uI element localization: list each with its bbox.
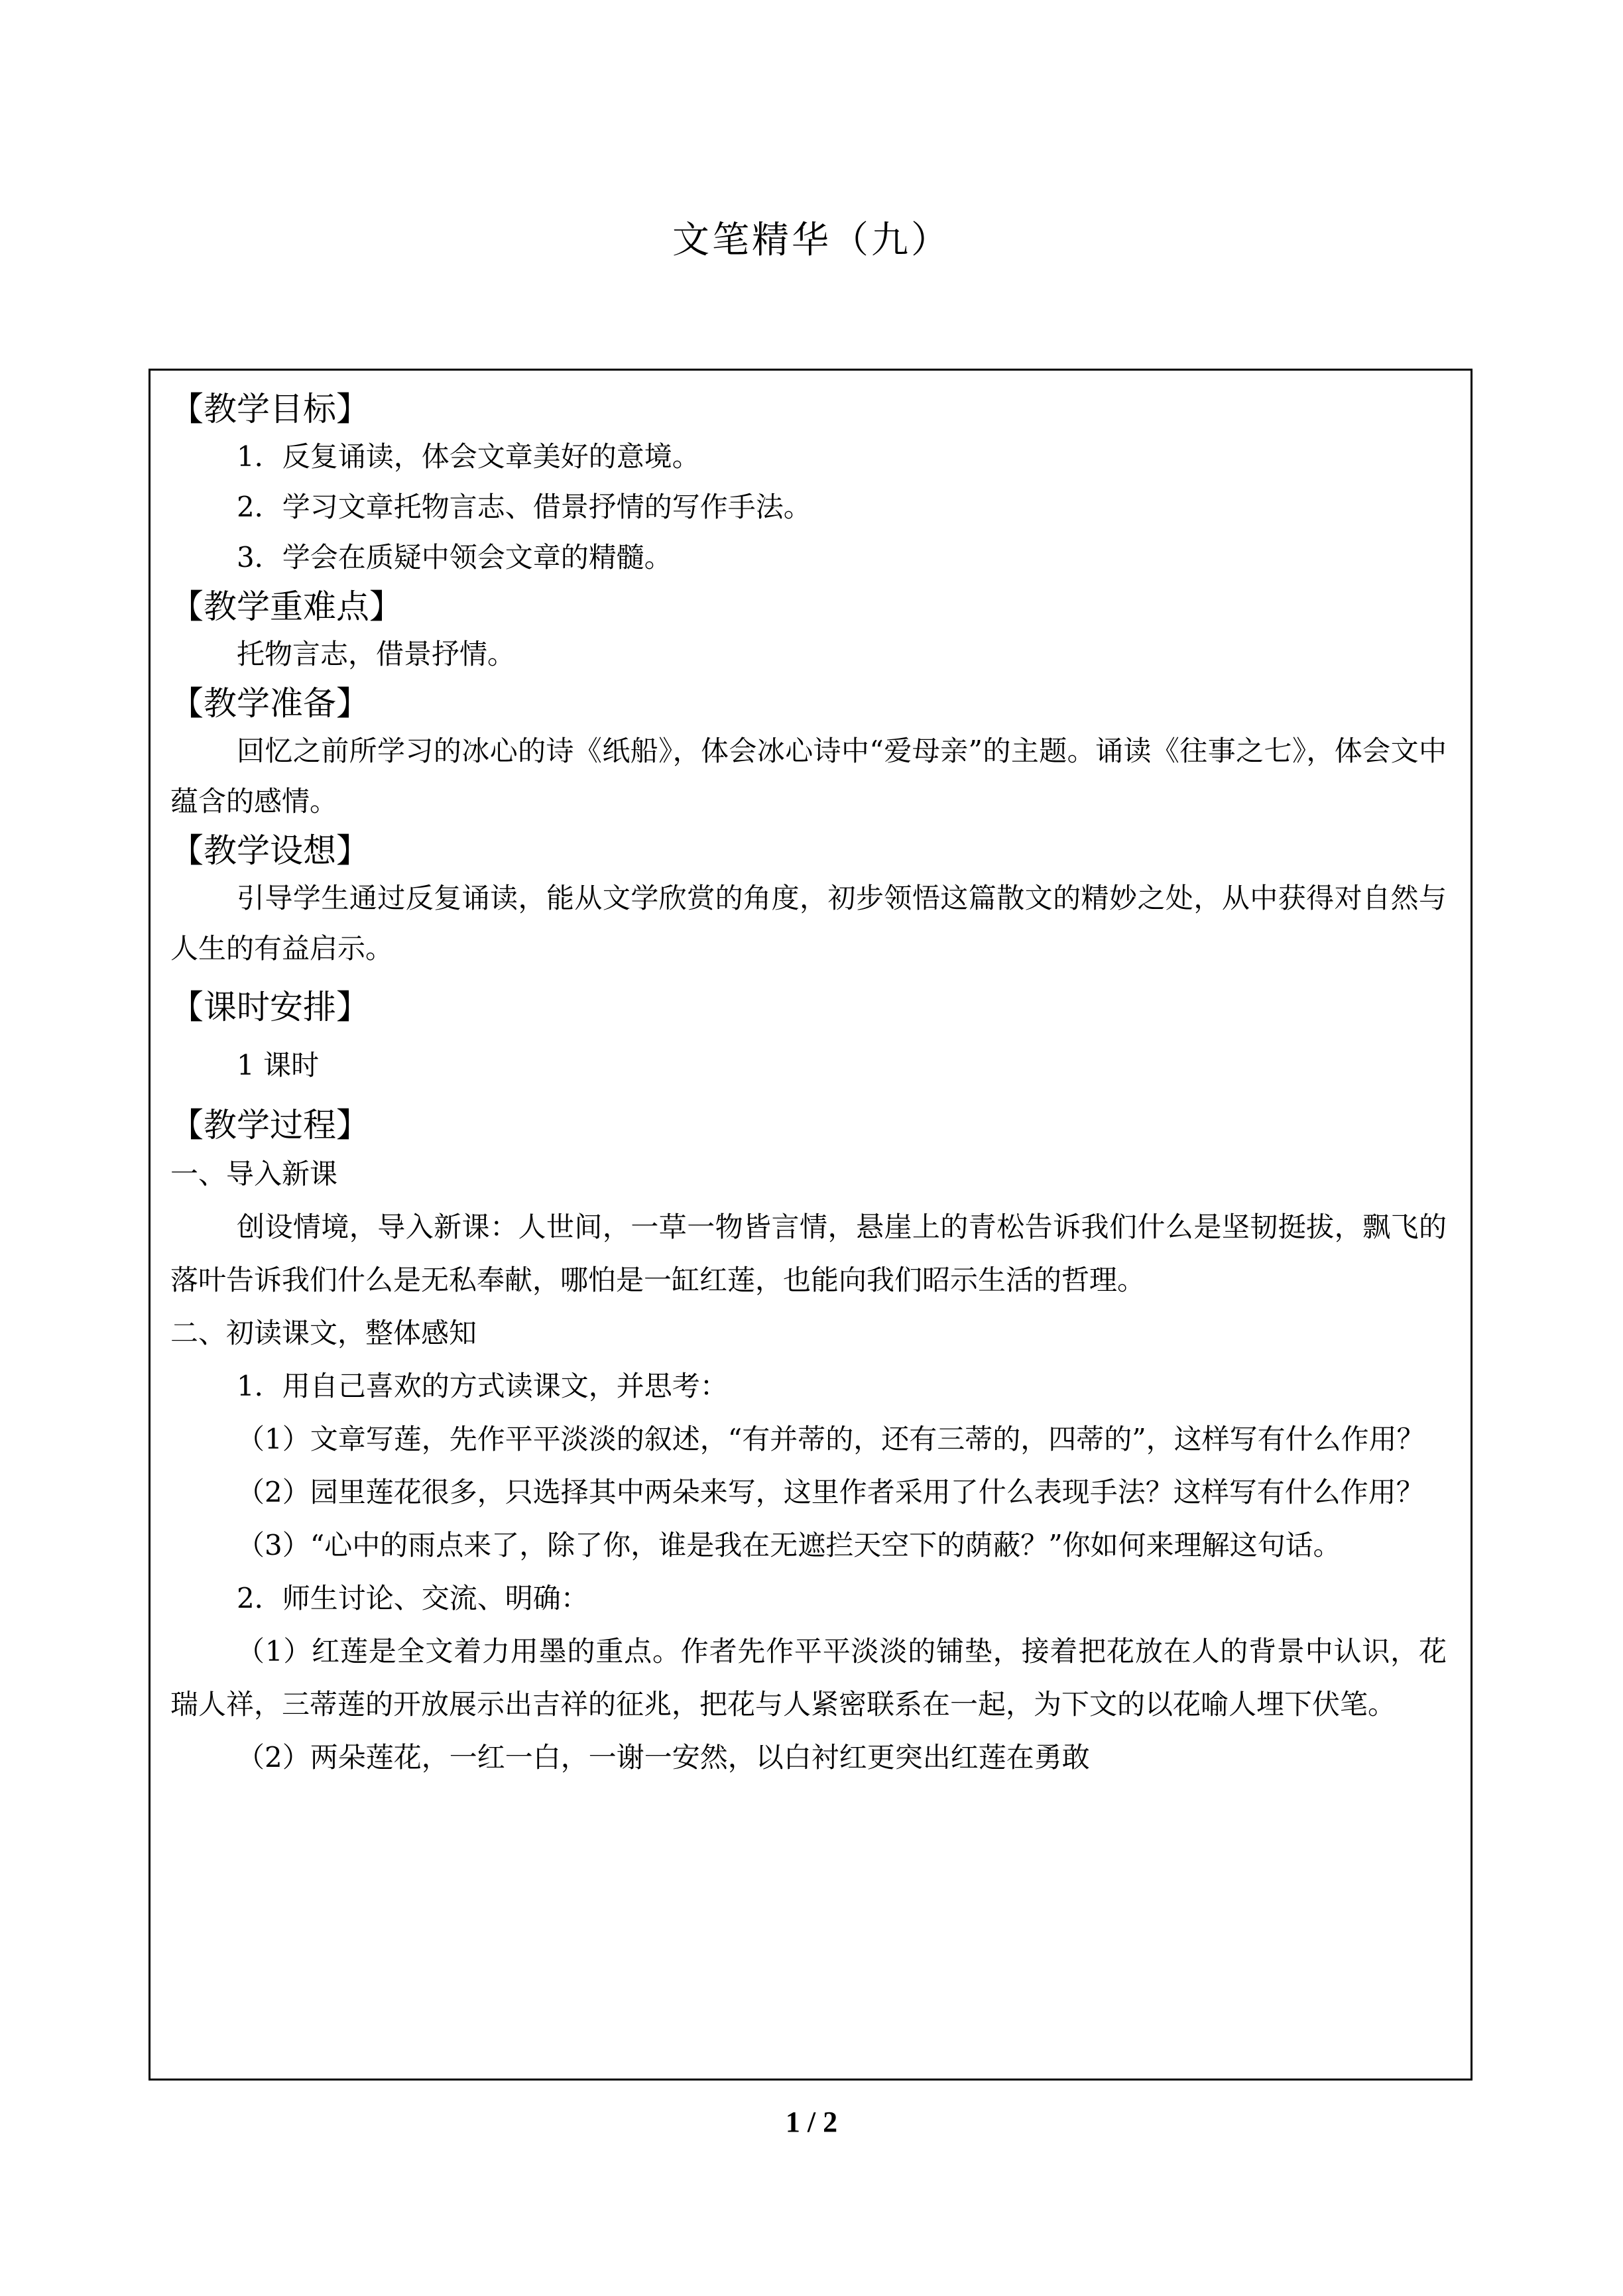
answer-1: （1）红莲是全文着力用墨的重点。作者先作平平淡淡的铺垫，接着把花放在人的背景中认识，花瑞人祥，三蒂莲的开放展示出吉祥的征兆，把花与人紧密联系在一起，为下文的以花喻人埋下伏笔。 <box>170 1635 1447 1721</box>
answer-intro: 2．师生讨论、交流、明确： <box>237 1582 589 1614</box>
document-title: 文笔精华（九） <box>672 219 951 262</box>
schedule-text: 1 课时 <box>237 1049 320 1081</box>
objective-item-3: 3．学会在质疑中领会文章的精髓。 <box>237 541 672 574</box>
question-intro: 1．用自己喜欢的方式读课文，并思考： <box>237 1370 728 1402</box>
process-part2-title: 二、初读课文，整体感知 <box>170 1317 477 1349</box>
section-heading-schedule: 【课时安排】 <box>170 988 369 1026</box>
question-2: （2）园里莲花很多，只选择其中两朵来写，这里作者采用了什么表现手法？这样写有什么作用？ <box>237 1476 1424 1508</box>
process-part1-text: 创设情境，导入新课：人世间，一草一物皆言情，悬崖上的青松告诉我们什么是坚韧挺拔，飘飞的落叶告诉我们什么是无私奉献，哪怕是一缸红莲，也能向我们昭示生活的哲理。 <box>170 1211 1447 1296</box>
question-3: （3）“心中的雨点来了，除了你，谁是我在无遮拦天空下的荫蔽？”你如何来理解这句话。 <box>237 1529 1341 1561</box>
preparation-text: 回忆之前所学习的冰心的诗《纸船》，体会冰心诗中“爱母亲”的主题。诵读《往事之七》，体会文中蕴含的感情。 <box>170 735 1447 817</box>
objective-item-1: 1．反复诵读，体会文章美好的意境。 <box>237 440 700 473</box>
lesson-plan-content <box>170 385 1447 1784</box>
page-number: 1 / 2 <box>785 2106 838 2138</box>
question-1: （1）文章写莲，先作平平淡淡的叙述，“有并蒂的，还有三蒂的，四蒂的”，这样写有什么作用？ <box>237 1423 1425 1455</box>
objective-item-2: 2．学习文章托物言志、借景抒情的写作手法。 <box>237 491 812 523</box>
process-part1-title: 一、导入新课 <box>170 1158 338 1190</box>
section-heading-preparation: 【教学准备】 <box>170 684 369 723</box>
key-points-text: 托物言志，借景抒情。 <box>237 638 516 670</box>
answer-2: （2）两朵莲花，一红一白，一谢一安然，以白衬红更突出红莲在勇敢 <box>237 1741 1090 1774</box>
design-text: 引导学生通过反复诵读，能从文学欣赏的角度，初步领悟这篇散文的精妙之处，从中获得对自然与人生的有益启示。 <box>170 882 1447 965</box>
section-heading-key-points: 【教学重难点】 <box>170 587 402 626</box>
section-heading-process: 【教学过程】 <box>170 1106 369 1144</box>
section-heading-design: 【教学设想】 <box>170 831 369 870</box>
lesson-plan-box <box>149 369 1473 2081</box>
section-heading-objectives: 【教学目标】 <box>170 390 369 428</box>
